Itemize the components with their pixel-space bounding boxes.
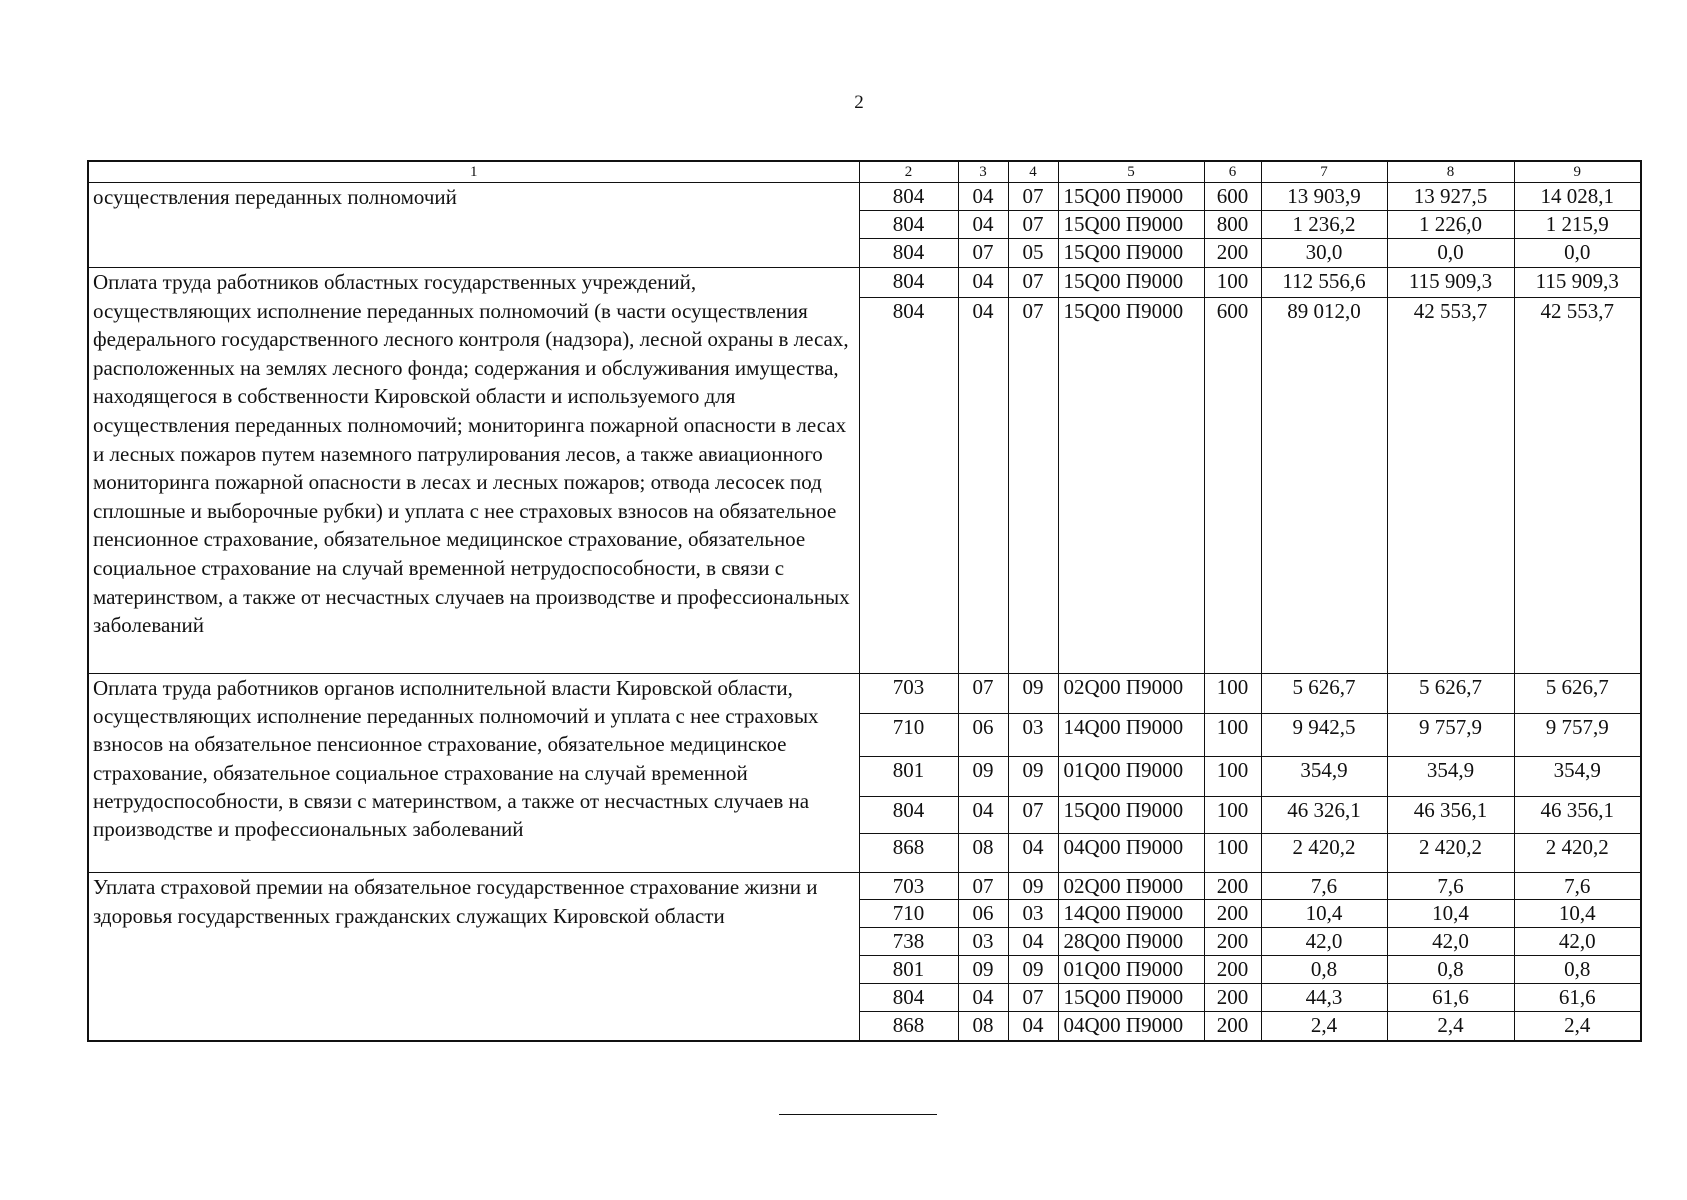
table-cell: 804	[859, 268, 958, 298]
table-cell: 354,9	[1261, 757, 1387, 797]
column-header: 1	[88, 161, 859, 183]
table-cell: 10,4	[1261, 900, 1387, 928]
table-cell: 804	[859, 239, 958, 268]
table-cell: 9 942,5	[1261, 714, 1387, 757]
table-body	[88, 183, 1641, 1041]
column-header: 2	[859, 161, 958, 183]
table-cell: 200	[1204, 956, 1261, 984]
table-cell: 0,8	[1387, 956, 1514, 984]
table-cell: 200	[1204, 239, 1261, 268]
table-cell: 0,0	[1387, 239, 1514, 268]
table-cell: 04	[958, 984, 1008, 1012]
end-rule	[779, 1114, 937, 1115]
table-cell: 46 356,1	[1387, 797, 1514, 834]
table-cell: 100	[1204, 797, 1261, 834]
table-cell: 42,0	[1261, 928, 1387, 956]
table-cell: 09	[1008, 674, 1058, 714]
table-cell: 30,0	[1261, 239, 1387, 268]
table-cell: 9 757,9	[1387, 714, 1514, 757]
page-number: 2	[854, 92, 864, 113]
table-cell: 04Q00 П9000	[1058, 834, 1204, 873]
column-header: 8	[1387, 161, 1514, 183]
table-cell: 04	[958, 183, 1008, 211]
table-row	[88, 268, 1641, 298]
table-cell: 868	[859, 834, 958, 873]
table-cell: 07	[958, 873, 1008, 900]
table-cell: 710	[859, 900, 958, 928]
table-cell: 42,0	[1387, 928, 1514, 956]
table-cell: 0,8	[1514, 956, 1641, 984]
column-header: 4	[1008, 161, 1058, 183]
table-cell: 1 236,2	[1261, 211, 1387, 239]
table-cell: 03	[958, 928, 1008, 956]
table-cell: 15Q00 П9000	[1058, 211, 1204, 239]
table-cell: 801	[859, 757, 958, 797]
budget-table	[87, 160, 1642, 1042]
table-cell: 14Q00 П9000	[1058, 900, 1204, 928]
table-cell: 06	[958, 900, 1008, 928]
table-cell: 07	[1008, 183, 1058, 211]
table-cell: 05	[1008, 239, 1058, 268]
table-cell: 04	[958, 211, 1008, 239]
table-cell: 9 757,9	[1514, 714, 1641, 757]
table-cell: 703	[859, 873, 958, 900]
table-cell: 115 909,3	[1387, 268, 1514, 298]
table-cell: 07	[1008, 268, 1058, 298]
table-cell: 703	[859, 674, 958, 714]
table-cell: 2 420,2	[1261, 834, 1387, 873]
table-cell: 200	[1204, 900, 1261, 928]
table-cell: 13 927,5	[1387, 183, 1514, 211]
table-cell: 03	[1008, 900, 1058, 928]
table-cell: 1 226,0	[1387, 211, 1514, 239]
table-cell: 13 903,9	[1261, 183, 1387, 211]
table-cell: 354,9	[1387, 757, 1514, 797]
table-cell: 801	[859, 956, 958, 984]
table-cell: 10,4	[1387, 900, 1514, 928]
table-cell: 08	[958, 834, 1008, 873]
table-cell: 804	[859, 797, 958, 834]
table-cell: 804	[859, 984, 958, 1012]
table-cell: 42,0	[1514, 928, 1641, 956]
table-cell: 868	[859, 1012, 958, 1041]
table-cell: 1 215,9	[1514, 211, 1641, 239]
table-cell: 804	[859, 298, 958, 674]
table-cell: 100	[1204, 757, 1261, 797]
table-cell: 115 909,3	[1514, 268, 1641, 298]
table-cell: 0,8	[1261, 956, 1387, 984]
table-cell: 200	[1204, 928, 1261, 956]
table-cell: 04	[1008, 834, 1058, 873]
table-row	[88, 873, 1641, 900]
column-header: 9	[1514, 161, 1641, 183]
column-header: 6	[1204, 161, 1261, 183]
table-cell: 2,4	[1261, 1012, 1387, 1041]
table-cell: 14 028,1	[1514, 183, 1641, 211]
table-cell: 7,6	[1261, 873, 1387, 900]
table-cell: 15Q00 П9000	[1058, 797, 1204, 834]
table-cell: 2,4	[1387, 1012, 1514, 1041]
table-cell: 07	[958, 239, 1008, 268]
table-cell: 44,3	[1261, 984, 1387, 1012]
table-cell: 14Q00 П9000	[1058, 714, 1204, 757]
table-cell: 06	[958, 714, 1008, 757]
table-cell: 0,0	[1514, 239, 1641, 268]
table-cell: 2,4	[1514, 1012, 1641, 1041]
table-cell: 5 626,7	[1387, 674, 1514, 714]
column-header: 7	[1261, 161, 1387, 183]
table-cell: 09	[1008, 956, 1058, 984]
table-cell: 100	[1204, 268, 1261, 298]
table-cell: 804	[859, 211, 958, 239]
table-cell: 07	[958, 674, 1008, 714]
row-description: осуществления переданных полномочий	[88, 183, 859, 268]
table-cell: 08	[958, 1012, 1008, 1041]
table-cell: 5 626,7	[1514, 674, 1641, 714]
table-cell: 03	[1008, 714, 1058, 757]
table-cell: 200	[1204, 1012, 1261, 1041]
row-description: Уплата страховой премии на обязательное государственное страхование жизни и здоровья государственных гражданских служащих Кировской области	[88, 873, 859, 1041]
table-cell: 04	[958, 797, 1008, 834]
table-cell: 354,9	[1514, 757, 1641, 797]
table-cell: 15Q00 П9000	[1058, 984, 1204, 1012]
table-cell: 2 420,2	[1387, 834, 1514, 873]
table-cell: 15Q00 П9000	[1058, 298, 1204, 674]
table-cell: 738	[859, 928, 958, 956]
table-cell: 61,6	[1514, 984, 1641, 1012]
row-description: Оплата труда работников областных государственных учреждений, осуществляющих исполнение переданных полномочий (в части осуществления федерального государственного лесного контроля (надзора), лесной охраны в лесах, расположенных на землях лесного фонда; содержания и обслуживания имущества, находящегося в собственности Кировской области и используемого для осуществления переданных полномочий; мониторинга пожарной опасности в лесах и лесных пожаров путем наземного патрулирования лесов, а также авиационного мониторинга пожарной опасности в лесах и лесных пожаров; отвода лесосек под сплошные и выборочные рубки) и уплата с нее страховых взносов на обязательное пенсионное страхование, обязательное медицинское страхование, обязательное социальное страхование на случай временной нетрудоспособности, в связи с материнством, а также от несчастных случаев на производстве и профессиональных заболеваний	[88, 268, 859, 674]
table-cell: 42 553,7	[1514, 298, 1641, 674]
table-cell: 07	[1008, 298, 1058, 674]
table-cell: 04	[958, 298, 1008, 674]
table-cell: 28Q00 П9000	[1058, 928, 1204, 956]
table-cell: 15Q00 П9000	[1058, 268, 1204, 298]
table-cell: 07	[1008, 797, 1058, 834]
table-cell: 02Q00 П9000	[1058, 873, 1204, 900]
table-cell: 09	[958, 757, 1008, 797]
table-cell: 15Q00 П9000	[1058, 183, 1204, 211]
table-cell: 61,6	[1387, 984, 1514, 1012]
table-cell: 710	[859, 714, 958, 757]
table-cell: 46 326,1	[1261, 797, 1387, 834]
table-cell: 200	[1204, 873, 1261, 900]
table-cell: 46 356,1	[1514, 797, 1641, 834]
table-cell: 01Q00 П9000	[1058, 757, 1204, 797]
table-cell: 02Q00 П9000	[1058, 674, 1204, 714]
column-header: 3	[958, 161, 1008, 183]
table-cell: 100	[1204, 674, 1261, 714]
table-cell: 04	[1008, 1012, 1058, 1041]
table-row	[88, 183, 1641, 211]
row-description: Оплата труда работников органов исполнительной власти Кировской области, осуществляющих исполнение переданных полномочий и уплата с нее страховых взносов на обязательное пенсионное страхование, обязательное медицинское страхование, обязательное социальное страхование на случай временной нетрудоспособности, в связи с материнством, а также от несчастных случаев на производстве и профессиональных заболеваний	[88, 674, 859, 873]
table-cell: 10,4	[1514, 900, 1641, 928]
table-cell: 04	[958, 268, 1008, 298]
column-header: 5	[1058, 161, 1204, 183]
table-cell: 04Q00 П9000	[1058, 1012, 1204, 1041]
table-cell: 800	[1204, 211, 1261, 239]
table-cell: 804	[859, 183, 958, 211]
table-cell: 100	[1204, 834, 1261, 873]
table-cell: 200	[1204, 984, 1261, 1012]
table-cell: 07	[1008, 984, 1058, 1012]
table-cell: 112 556,6	[1261, 268, 1387, 298]
table-cell: 7,6	[1514, 873, 1641, 900]
column-number-header-row	[88, 161, 1641, 183]
table-cell: 2 420,2	[1514, 834, 1641, 873]
table-cell: 600	[1204, 298, 1261, 674]
table-cell: 15Q00 П9000	[1058, 239, 1204, 268]
table-cell: 09	[1008, 757, 1058, 797]
table-row	[88, 674, 1641, 714]
table-cell: 7,6	[1387, 873, 1514, 900]
table-cell: 5 626,7	[1261, 674, 1387, 714]
table-cell: 42 553,7	[1387, 298, 1514, 674]
table-cell: 89 012,0	[1261, 298, 1387, 674]
table-cell: 07	[1008, 211, 1058, 239]
table-cell: 100	[1204, 714, 1261, 757]
table-cell: 09	[1008, 873, 1058, 900]
table-cell: 01Q00 П9000	[1058, 956, 1204, 984]
table-cell: 09	[958, 956, 1008, 984]
table-cell: 600	[1204, 183, 1261, 211]
table-cell: 04	[1008, 928, 1058, 956]
